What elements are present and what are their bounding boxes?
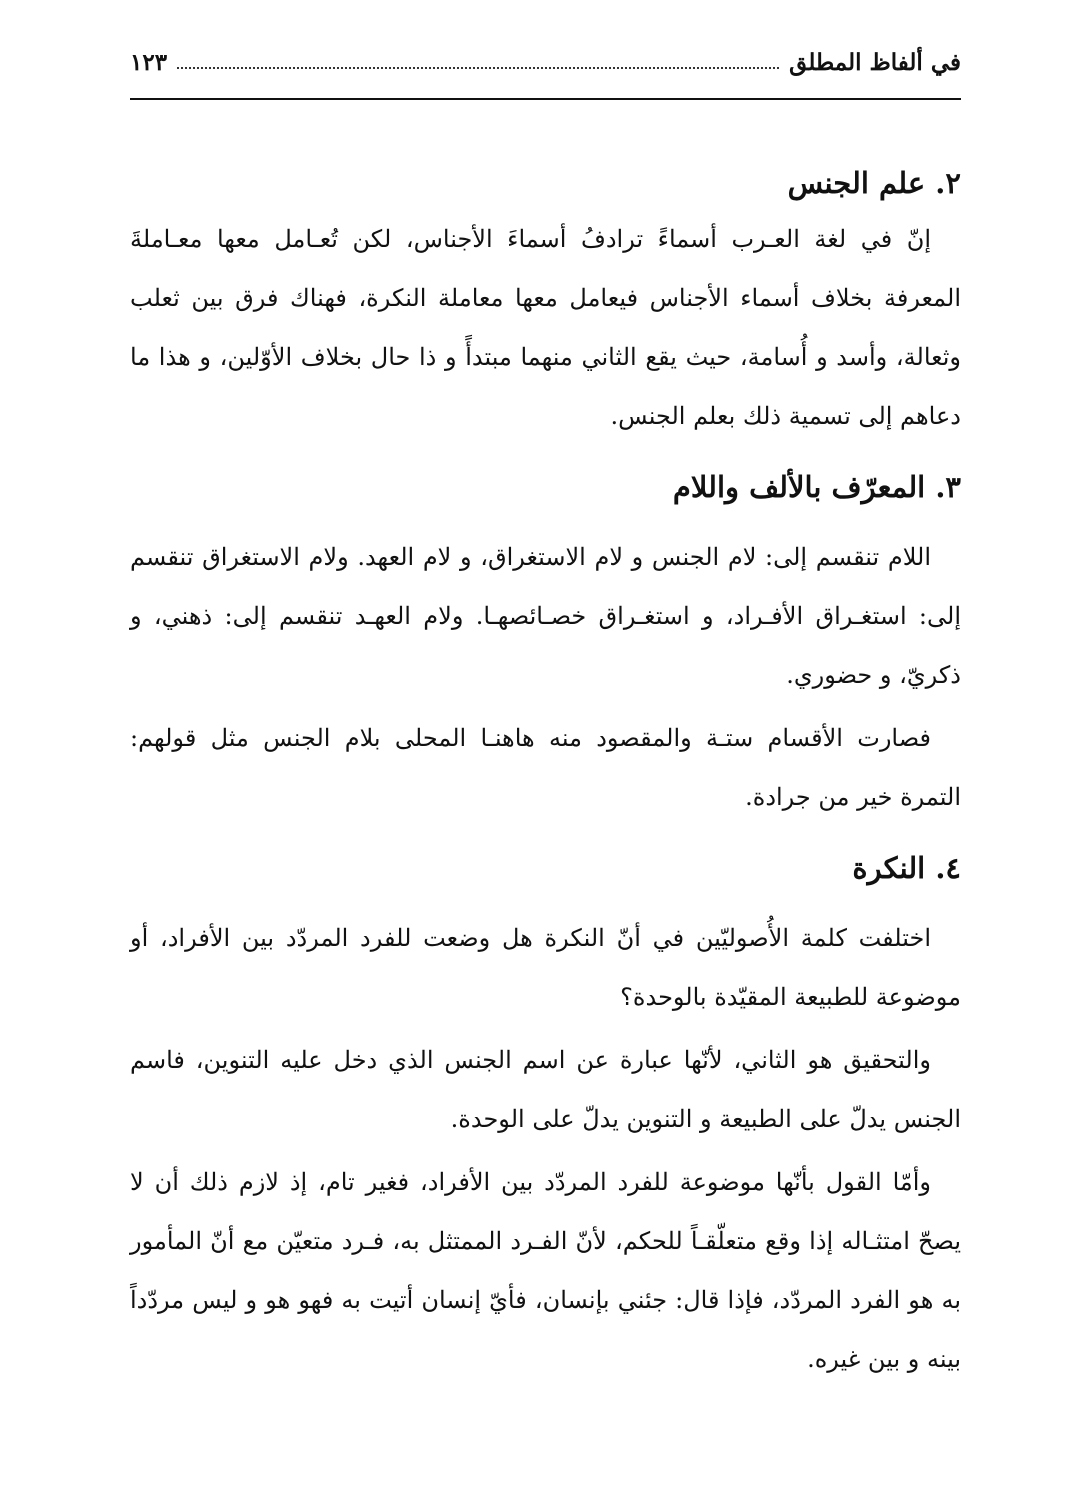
paragraph: والتحقيق هو الثاني، لأنّها عبارة عن اسم الجنس الذي دخل عليه التنوين، فاسم الجنس يدلّ على الطبيعة و التنوين يدلّ على الوحدة.: [130, 1046, 961, 1133]
section-al-muarraf: [130, 460, 961, 827]
running-header-title: في ألفاظ المطلق: [789, 48, 961, 76]
paragraph: فصارت الأقسام ستـة والمقصود منه هاهنـا المحلى بلام الجنس مثل قولهم: التمرة خير من جرادة.: [130, 724, 961, 811]
section-ilm-al-jins: [130, 156, 961, 446]
page-number: ١٢٣: [130, 48, 168, 76]
section-heading: ٤. النكرة: [852, 851, 961, 885]
paragraph: اختلفت كلمة الأُصوليّين في أنّ النكرة هل وضعت للفرد المردّد بين الأفراد، أو موضوعة للطبيعة المقيّدة بالوحدة؟: [130, 924, 961, 1011]
paragraph: وأمّا القول بأنّها موضوعة للفرد المردّد بين الأفراد، فغير تام، إذ لازم ذلك أن لا يصحّ امتثـاله إذا وقع متعلّقـاً للحكم، لأنّ الفـرد الممتثل به، فـرد متعيّن مع أنّ المأمور به هو الفرد المردّد، فإذا قال: جئني بإنسان، فأيّ إنسان أتيت به فهو هو و ليس مردّداً بينه و بين غيره.: [130, 1168, 961, 1373]
page-body: [130, 156, 961, 1389]
section-al-nakira: [130, 841, 961, 1389]
section-heading: ٢. علم الجنس: [787, 166, 961, 200]
header-rule: [130, 98, 961, 100]
section-heading: ٣. المعرّف بالألف واللام: [672, 470, 961, 504]
book-page: [130, 0, 961, 1509]
running-header: [130, 40, 961, 84]
paragraph: إنّ في لغة العـرب أسماءً ترادفُ أسماءَ الأجناس، لكن تُعـامل معها معـاملةَ المعرفة بخلاف أسماء الأجناس فيعامل معها معاملة النكرة، فهناك فرق بين ثعلب وثعالة، وأسد و أُسامة، حيث يقع الثاني منهما مبتدأً و ذا حال بخلاف الأوّلين، و هذا ما دعاهم إلى تسمية ذلك بعلم الجنس.: [130, 225, 961, 430]
paragraph: اللام تنقسم إلى: لام الجنس و لام الاستغراق، و لام العهد. ولام الاستغراق تنقسم إلى: استغـراق الأفـراد، و استغـراق خصـائصهـا. ولام العهـد تنقسم إلى: ذهني، و ذكريّ، و حضوري.: [130, 543, 961, 689]
dotted-leader: [177, 67, 779, 69]
